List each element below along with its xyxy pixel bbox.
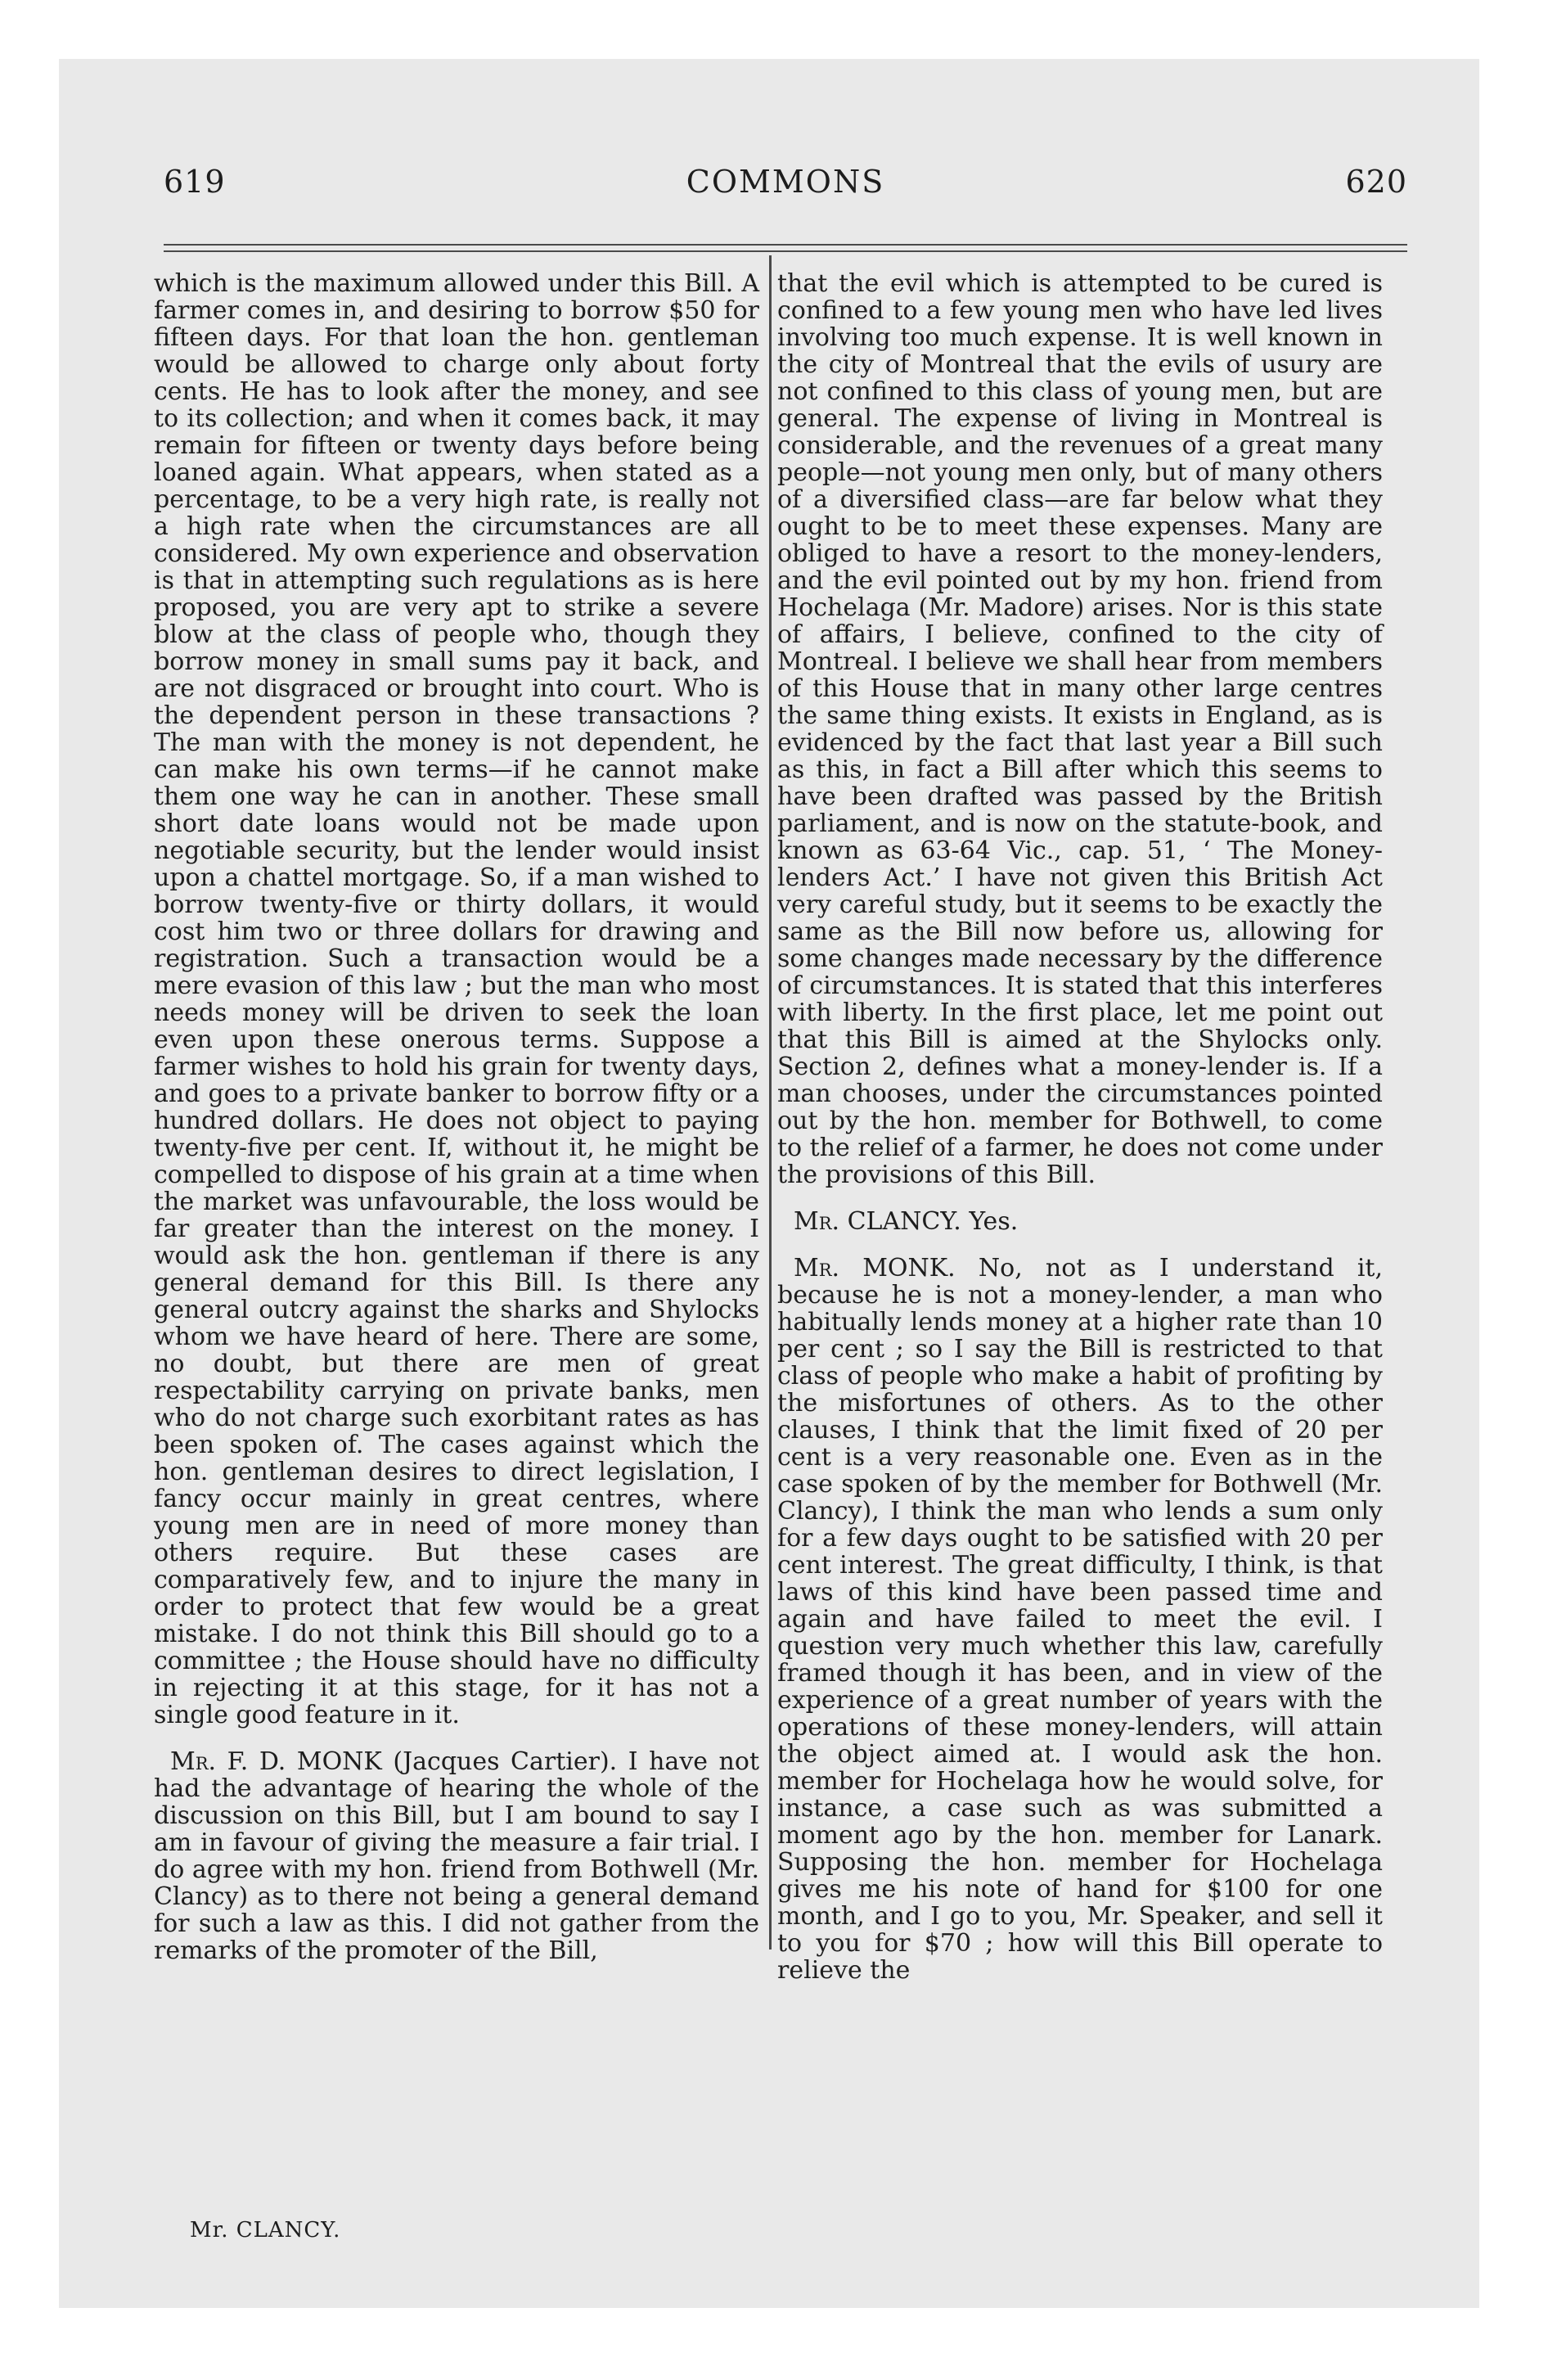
speaker-name: Mr. MONK. [794, 1254, 956, 1282]
page-header [164, 164, 1407, 213]
left-column [154, 270, 759, 1964]
left-page-number: 619 [164, 164, 226, 200]
page-title: COMMONS [686, 164, 885, 200]
speaker-name: Mr. F. D. MONK [170, 1747, 382, 1776]
header-rule-bottom [164, 250, 1407, 252]
speaker-name: Mr. CLANCY. [794, 1207, 961, 1236]
left-paragraph-1: which is the maximum allowed under this Bill. A farmer comes in, and desiring to borrow $50 for fifteen days. For that loan the hon. gentleman would be allowed to charge only about forty cents. He has to look after the money, and see to its collection; and when it comes back, it may remain for fifteen or twenty days before being loaned again. What appears, when stated as a percentage, to be a very high rate, is really not a high rate when the circumstances are all considered. My own experience and observation is that in attempting such regulations as is here proposed, you are very apt to strike a severe blow at the class of people who, though they borrow money in small sums pay it back, and are not disgraced or brought into court. Who is the dependent person in these transactions ? The man with the money is not dependent, he can make his own terms—if he cannot make them one way he can in another. These small short date loans would not be made upon negotiable security, but the lender would insist upon a chattel mortgage. So, if a man wished to borrow twenty-five or thirty dollars, it would cost him two or three dollars for drawing and registration. Such a transaction would be a mere evasion of this law ; but the man who most needs money will be driven to seek the loan even upon these onerous terms. Suppose a farmer wishes to hold his grain for twenty days, and goes to a private banker to borrow fifty or a hundred dollars. He does not object to paying twenty-five per cent. If, without it, he might be compelled to dispose of his grain at a time when the market was unfavourable, the loss would be far greater than the interest on the money. I would ask the hon. gentleman if there is any general demand for this Bill. Is there any general outcry against the sharks and Shylocks whom we have heard of here. There are some, no doubt, but there are men of great respectability carrying on private banks, men who do not charge such exorbitant rates as has been spoken of. The cases against which the hon. gentleman desires to direct legislation, I fancy occur mainly in great centres, where young men are in need of more money than others require. But these cases are comparatively few, and to injure the many in order to protect that few would be a great mistake. I do not think this Bill should go to a committee ; the House should have no difficulty in rejecting it at this stage, for it has not a single good feature in it. [154, 269, 759, 1729]
right-paragraph-3 [777, 1255, 1383, 1984]
speech-text: (Jacques Cartier). I have not had the advantage of hearing the whole of the discussion on this Bill, but I am bound to say I am in favour of giving the measure a fair trial. I do agree with my hon. friend from Bothwell (Mr. Clancy) as to there not being a general demand for such a law as this. I did not gather from the remarks of the promoter of the Bill, [154, 1747, 759, 1965]
left-paragraph-2 [154, 1748, 759, 1964]
speech-text: Yes. [961, 1207, 1019, 1236]
right-paragraph-2 [777, 1208, 1383, 1235]
right-page-number: 620 [1345, 164, 1407, 200]
catchword: Mr. CLANCY. [190, 2218, 341, 2243]
header-rule-top [164, 244, 1407, 246]
column-divider [769, 255, 772, 1950]
speech-text: No, not as I understand it, because he is not a money-lender, a man who habitually lends money at a higher rate than 10 per cent ; so I say the Bill is restricted to that class of people who make a habit of profiting by the misfortunes of others. As to the other clauses, I think that the limit fixed of 20 per cent is a very reasonable one. Even as in the case spoken of by the member for Bothwell (Mr. Clancy), I think the man who lends a sum only for a few days ought to be satisfied with 20 per cent interest. The great difficulty, I think, is that laws of this kind have been passed time and again and have failed to meet the evil. I question very much whether this law, carefully framed though it has been, and in view of the experience of a great number of years with the operations of these money-lenders, will attain the object aimed at. I would ask the hon. member for Hochelaga how he would solve, for instance, a case such as was submitted a moment ago by the hon. member for Lanark. Supposing the hon. member for Hochelaga gives me his note of hand for $100 for one month, and I go to you, Mr. Speaker, and sell it to you for $70 ; how will this Bill operate to relieve the [777, 1254, 1384, 1985]
right-paragraph-1: that the evil which is attempted to be cured is confined to a few young men who have led lives involving too much expense. It is well known in the city of Montreal that the evils of usury are not confined to this class of young men, but are general. The expense of living in Montreal is considerable, and the revenues of a great many people—not young men only, but of many others of a diversified class—are far below what they ought to be to meet these expenses. Many are obliged to have a resort to the money-lenders, and the evil pointed out by my hon. friend from Hochelaga (Mr. Madore) arises. Nor is this state of affairs, I believe, confined to the city of Montreal. I believe we shall hear from members of this House that in many other large centres the same thing exists. It exists in England, as is evidenced by the fact that last year a Bill such as this, in fact a Bill after which this seems to have been drafted was passed by the British parliament, and is now on the statute-book, and known as 63-64 Vic., cap. 51, ‘ The Money-lenders Act.’ I have not given this British Act very careful study, but it seems to be exactly the same as the Bill now before us, allowing for some changes made necessary by the difference of circumstances. It is stated that this interferes with liberty. In the first place, let me point out that this Bill is aimed at the Shylocks only. Section 2, defines what a money-lender is. If a man chooses, under the circumstances pointed out by the hon. member for Bothwell, to come to the relief of a farmer, he does not come under the provisions of this Bill. [777, 269, 1383, 1189]
right-column [777, 270, 1383, 1984]
